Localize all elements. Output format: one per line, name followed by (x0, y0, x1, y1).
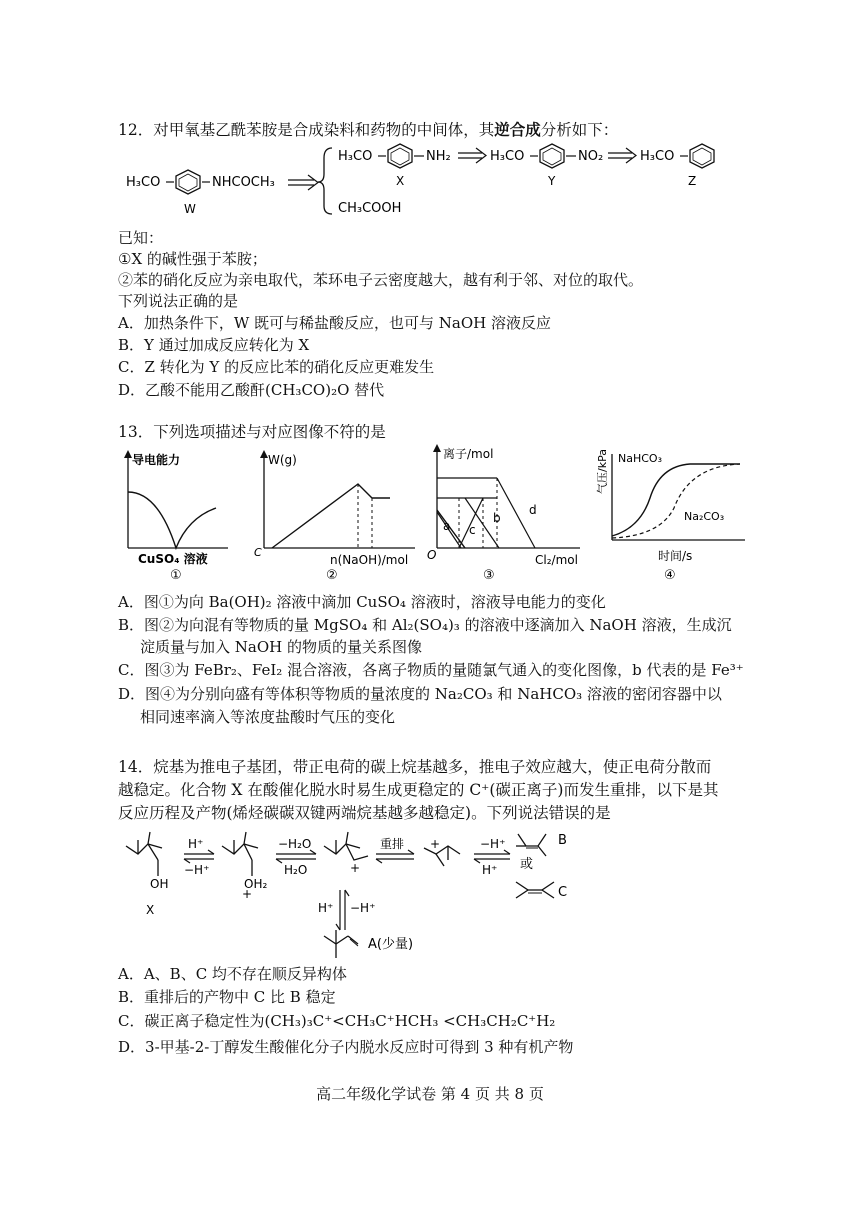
q14-option-b: B．重排后的产物中 C 比 B 稳定 (118, 988, 336, 1006)
q14-stem-line2: 越稳定。化合物 X 在酸催化脱水时易生成更稳定的 C⁺(碳正离子)而发生重排，以下是其 (118, 781, 719, 799)
q12-option-c: C．Z 转化为 Y 的反应比苯的硝化反应更难发生 (118, 358, 435, 376)
graph-4-na2co3-label: Na₂CO₃ (684, 510, 725, 523)
product-b-label: B (558, 833, 567, 848)
q12-stem-bold: 逆合成 (494, 120, 541, 139)
graph-1-xlabel: CuSO₄ 溶液 (138, 552, 208, 566)
graph-3-xlabel: Cl₂/mol (535, 553, 578, 567)
oxonium-charge: + (242, 887, 253, 901)
graph-3-origin: O (427, 548, 437, 562)
graph-1-ylabel: 导电能力 (132, 453, 181, 467)
q13-option-a: A．图①为向 Ba(OH)₂ 溶液中滴加 CuSO₄ 溶液时，溶液导电能力的变化 (118, 593, 606, 611)
x-left-group: H₃CO (338, 149, 373, 164)
q14-option-d: D．3-甲基-2-丁醇发生酸催化分子内脱水反应时可得到 3 种有机产物 (118, 1038, 574, 1056)
graph-2-ylabel: W(g) (268, 453, 297, 467)
y-label: Y (548, 174, 556, 188)
x-label: X (396, 174, 405, 188)
vertical-h-plus: H⁺ (318, 901, 334, 915)
or-label: 或 (520, 857, 534, 872)
q14-option-a: A．A、B、C 均不存在顺反异构体 (118, 965, 347, 983)
q14-stem-line3: 反应历程及产物(烯烃碳碳双键两端烷基越多越稳定)。下列说法错误的是 (118, 804, 611, 822)
step4-minus-h-plus: −H⁺ (480, 837, 506, 851)
graph-1-number: ① (170, 568, 182, 583)
w-left-group: H₃CO (126, 175, 161, 190)
x-oh-group: OH (150, 877, 169, 891)
graph-1-curve (128, 492, 216, 548)
q14-option-c: C．碳正离子稳定性为(CH₃)₃C⁺<CH₃C⁺HCH₃ <CH₃CH₂C⁺H₂ (118, 1012, 556, 1030)
rearrangement-label: 重排 (380, 837, 405, 851)
q12-option-d: D．乙酸不能用乙酸酐(CH₃CO)₂O 替代 (118, 381, 385, 399)
q14-reaction-scheme (118, 826, 618, 962)
graph-4-xlabel: 时间/s (658, 549, 693, 563)
q13-option-d-line2: 相同速率滴入等浓度盐酸时气压的变化 (140, 708, 396, 726)
y-right-group: NO₂ (578, 149, 604, 164)
graph-4-nahco3-label: NaHCO₃ (618, 452, 662, 465)
step4-h-plus: H⁺ (482, 863, 498, 877)
w-right-group: NHCOCH₃ (212, 175, 275, 190)
q12-ask: 下列说法正确的是 (118, 292, 239, 310)
q12-stem (118, 120, 618, 140)
q13-option-b-line2: 淀质量与加入 NaOH 的物质的量关系图像 (140, 638, 422, 656)
acetic-acid-label: CH₃COOH (338, 201, 402, 216)
q14-stem-line1: 14．烷基为推电子基团，带正电荷的碳上烷基越多，推电子效应越大，使正电荷分散而 (118, 758, 712, 776)
graph-4-nahco3-curve (612, 464, 740, 536)
step2-h2o: H₂O (284, 863, 308, 877)
q12-stem-text: 12．对甲氧基乙酰苯胺是合成染料和药物的中间体，其 (118, 121, 495, 139)
graph-2-xlabel: n(NaOH)/mol (330, 553, 409, 567)
step1-h-plus: H⁺ (188, 837, 204, 851)
q12-option-b: B．Y 通过加成反应转化为 X (118, 336, 310, 354)
step1-minus-h-plus: −H⁺ (184, 863, 210, 877)
graph-2-origin: C (254, 546, 262, 559)
x-right-group: NH₂ (426, 149, 451, 164)
graph-2-number: ② (326, 568, 338, 583)
q13-option-c: C．图③为 FeBr₂、FeI₂ 混合溶液，各离子物质的量随氯气通入的变化图像，b 代表的是 Fe³⁺ (118, 661, 744, 679)
graph-4-number: ④ (664, 568, 676, 583)
graph-3-number: ③ (483, 568, 495, 583)
graph-3-curve-b: b (493, 511, 501, 525)
graph-3-ions (425, 440, 585, 583)
q12-known: 已知： (118, 229, 164, 247)
product-a-label: A(少量) (368, 937, 414, 952)
q13-option-b-line1: B．图②为向混有等物质的量 MgSO₄ 和 Al₂(SO₄)₃ 的溶液中逐滴加入 NaOH 溶液，生成沉 (118, 616, 732, 634)
graph-3-curve-c: c (469, 523, 476, 537)
product-c-label: C (558, 885, 568, 900)
w-label: W (184, 202, 196, 216)
graph-3-ylabel: 离子/mol (443, 447, 494, 461)
secondary-cation-charge: + (350, 861, 361, 875)
graph-4-ylabel: 气压/kPa (596, 449, 609, 494)
step2-minus-h2o: −H₂O (278, 837, 312, 851)
q12-known-1: ①X 的碱性强于苯胺； (118, 250, 267, 268)
x-compound-label: X (146, 903, 155, 917)
graph-2-precipitate-mass (250, 448, 425, 583)
z-left-group: H₃CO (640, 149, 675, 164)
graph-1-conductivity (118, 448, 233, 583)
q13-stem: 13．下列选项描述与对应图像不符的是 (118, 423, 386, 441)
q12-stem-tail: 分析如下： (540, 121, 619, 139)
z-label: Z (688, 174, 697, 188)
q13-option-d-line1: D．图④为分别向盛有等体积等物质的量浓度的 Na₂CO₃ 和 NaHCO₃ 溶液的密闭容器中以 (118, 685, 722, 703)
graph-3-curve-d: d (529, 503, 537, 517)
graph-3-curve-a: a (443, 519, 451, 533)
brace (318, 148, 332, 214)
q12-known-2: ②苯的硝化反应为亲电取代，苯环电子云密度越大，越有利于邻、对位的取代。 (118, 271, 644, 289)
y-left-group: H₃CO (490, 149, 525, 164)
q12-retrosynthesis-scheme (118, 140, 758, 225)
vertical-minus-h-plus: −H⁺ (350, 901, 376, 915)
page-footer: 高二年级化学试卷 第 4 页 共 8 页 (316, 1085, 544, 1103)
q12-option-a: A．加热条件下，W 既可与稀盐酸反应，也可与 NaOH 溶液反应 (118, 314, 552, 332)
tertiary-cation-charge: + (430, 837, 441, 851)
graph-4-pressure (596, 448, 750, 583)
oxonium-group: OH₂ (244, 877, 268, 891)
